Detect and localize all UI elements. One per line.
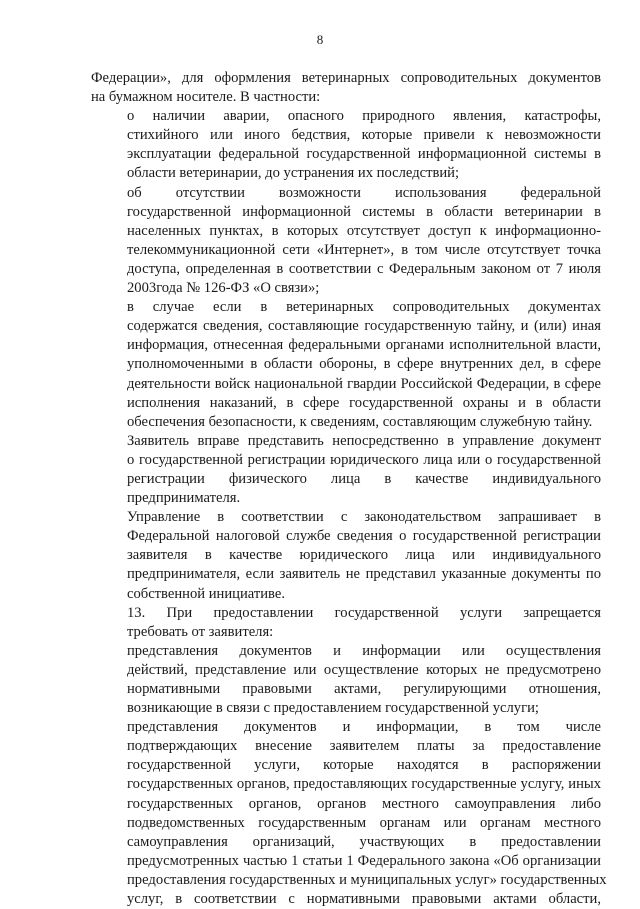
text-line: возникающие в связи с предоставлением государственной услуги; — [127, 700, 539, 717]
text-line: Управление в соответствии с законодательством запрашивает в — [127, 509, 601, 526]
text-line: содержатся сведения, составляющие государственную тайну, и (или) иная — [127, 318, 601, 335]
text-line: предпринимателя, если заявитель не представил указанные документы по — [127, 566, 601, 583]
text-line: государственных органов, предоставляющих государственные услугу, иных — [127, 776, 601, 793]
page-number: 8 — [316, 32, 324, 47]
text-line: требовать от заявителя: — [127, 623, 274, 640]
text-line: предусмотренных частью 1 статьи 1 Федерального закона «Об организации — [127, 852, 601, 869]
text-line: доступа, определенная в соответствии с Федеральным законом от 7 июля — [127, 260, 601, 277]
text-line: информация, отнесенная федеральными органами исполнительной власти, — [127, 337, 601, 354]
text-line: Федеральной налоговой службе сведения о государственной регистрации — [127, 528, 601, 545]
text-line: Заявитель вправе представить непосредственно в управление документ — [127, 432, 601, 449]
paragraph-3 — [91, 184, 601, 299]
paragraph-8 — [91, 642, 601, 718]
text-line: подтверждающих внесение заявителем платы за предоставление — [127, 738, 601, 755]
text-line: 2003года № 126-ФЗ «О связи»; — [127, 280, 320, 297]
text-line: государственной информационной системы в области ветеринарии в — [127, 203, 601, 220]
paragraph-1 — [91, 69, 601, 107]
text-line: действий, представление или осуществление которых не предусмотрено — [127, 661, 601, 678]
text-line: о государственной регистрации юридического лица или о государственной — [127, 451, 601, 468]
paragraph-9 — [91, 718, 607, 909]
paragraph-7 — [91, 604, 601, 642]
text-line: самоуправления организаций, участвующих в предоставлении — [127, 833, 601, 850]
text-line: области ветеринарии, до устранения их последствий; — [127, 165, 460, 182]
text-line: населенных пунктах, в которых отсутствует доступ к информационно- — [127, 222, 601, 239]
text-line: эксплуатации федеральной государственной информационной системы в — [127, 146, 601, 163]
text-line: в случае если в ветеринарных сопроводительных документах — [127, 299, 601, 316]
text-line: деятельности войск национальной гвардии Российской Федерации, в сфере — [127, 375, 601, 392]
text-line: исполнения наказаний, в сфере государственной охраны и в области — [127, 394, 601, 411]
paragraph-5 — [91, 432, 601, 508]
text-line: регистрации физического лица в качестве индивидуального — [127, 470, 601, 487]
paragraph-4 — [91, 298, 601, 432]
text-line: заявителя в качестве юридического лица или индивидуального — [127, 547, 601, 564]
text-line: подведомственных государственным органам или органам местного — [127, 814, 601, 831]
text-line: государственной услуги, которые находятся в распоряжении — [127, 757, 601, 774]
text-line: представления документов и информации, в том числе — [127, 719, 601, 736]
text-line: государственных органов, органов местного самоуправления либо — [127, 795, 601, 812]
text-line: уполномоченными в области обороны, в сфере внутренних дел, в сфере — [127, 356, 601, 373]
text-line: обеспечения безопасности, к сведениям, составляющим служебную тайну. — [127, 413, 593, 430]
text-line: 13. При предоставлении государственной услуги запрещается — [127, 604, 601, 621]
document-body — [91, 69, 607, 909]
text-line: Федерации», для оформления ветеринарных сопроводительных документов — [91, 70, 601, 86]
paragraph-2 — [91, 107, 601, 183]
text-line: представления документов и информации или осуществления — [127, 642, 601, 659]
text-line: собственной инициативе. — [127, 585, 285, 602]
text-line: о наличии аварии, опасного природного явления, катастрофы, — [127, 108, 601, 125]
text-line: предпринимателя. — [127, 490, 241, 507]
text-line: стихийного или иного бедствия, которые привели к невозможности — [127, 127, 601, 144]
paragraph-6 — [91, 508, 601, 603]
text-line: предоставления государственных и муниципальных услуг» государственных — [127, 871, 607, 888]
text-line: об отсутствии возможности использования федеральной — [127, 184, 601, 201]
text-line: услуг, в соответствии с нормативными правовыми актами области, — [127, 891, 601, 908]
text-line: нормативными правовыми актами, регулирующими отношения, — [127, 681, 601, 697]
text-line: на бумажном носителе. В частности: — [91, 89, 321, 106]
text-line: телекоммуникационной сети «Интернет», в том числе отсутствует точка — [127, 241, 601, 258]
